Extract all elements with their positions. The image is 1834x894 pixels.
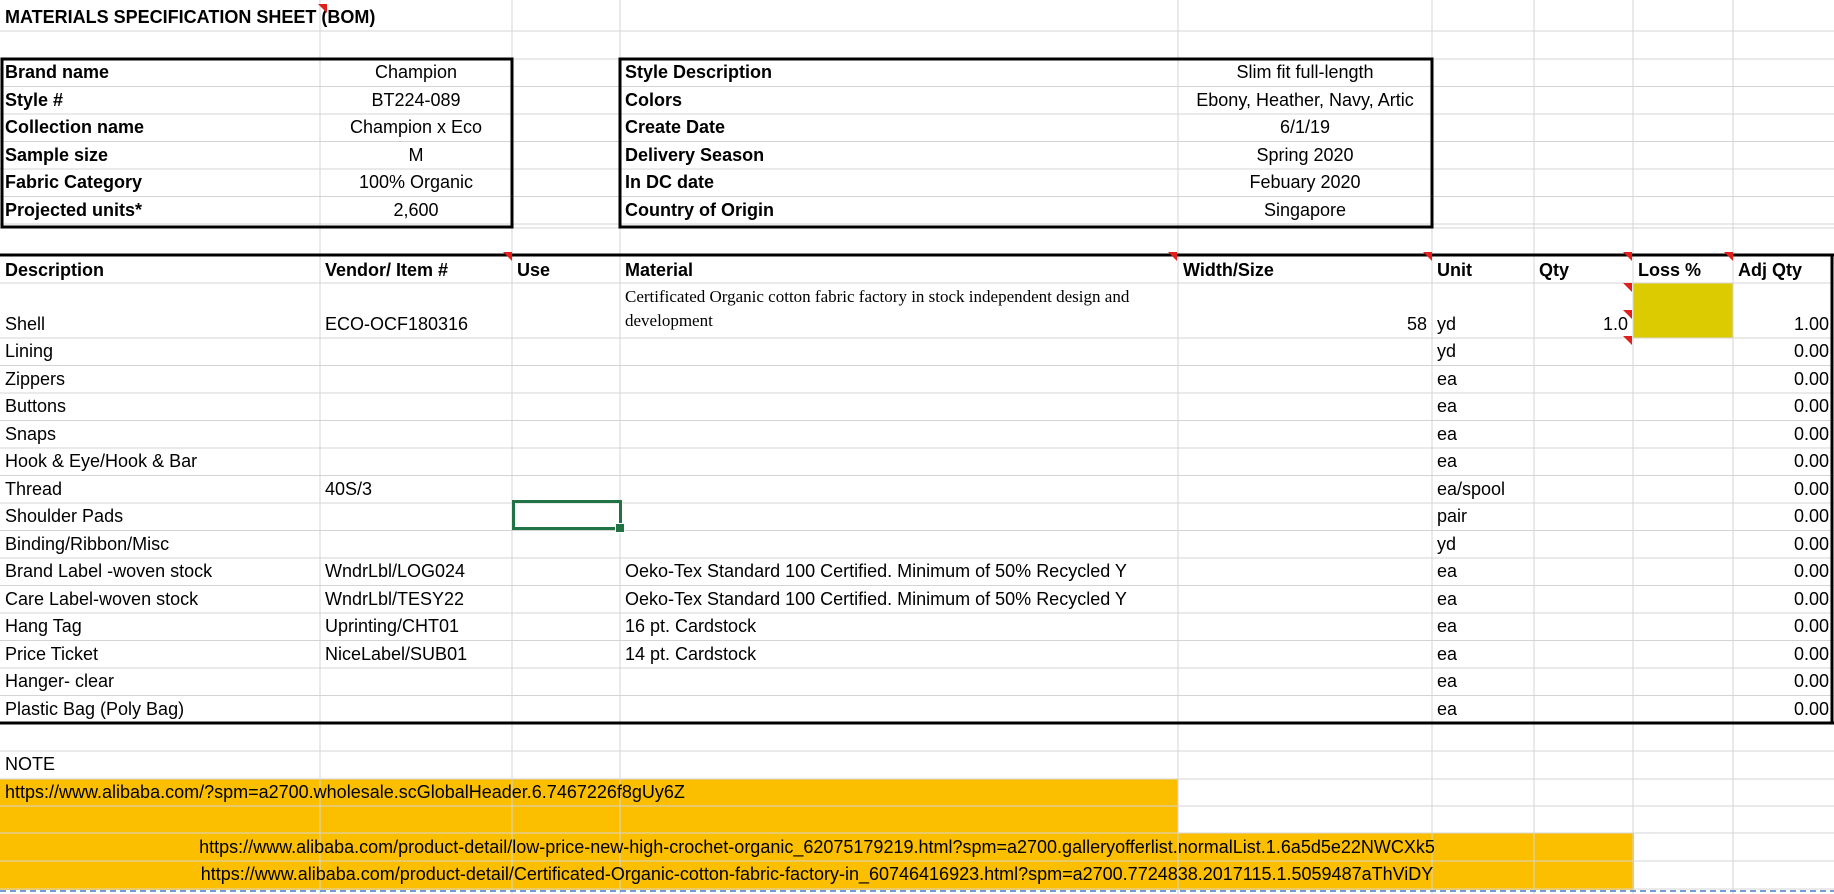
info-value: 100% Organic [358,172,474,192]
row-description: Lining [5,341,54,361]
info-value: Champion x Eco [349,117,483,137]
header-qty: Qty [1539,260,1570,280]
row-adj-qty: 0.00 [1793,506,1829,526]
row-material: Oeko-Tex Standard 100 Certified. Minimum of 50% Recycled Y [625,588,1127,609]
info-value: Spring 2020 [1256,144,1354,165]
header-material: Material [625,260,694,280]
row-description: Price Ticket [5,643,99,664]
row-unit: yd [1437,341,1457,361]
row-unit: ea [1437,671,1458,691]
row-unit: yd [1437,533,1457,554]
row-adj-qty: 0.00 [1793,423,1829,444]
row-description: Snaps [5,423,57,444]
row-adj-qty: 0.00 [1793,643,1829,664]
row-adj-qty: 0.00 [1793,698,1829,719]
row-unit: ea [1437,451,1458,471]
header-use: Use [517,260,551,280]
row-adj-qty: 0.00 [1793,533,1829,554]
row-material: 14 pt. Cardstock [625,643,757,664]
comment-indicator[interactable] [1168,252,1177,261]
row-adj-qty: 0.00 [1793,561,1829,581]
info-value: Singapore [1263,199,1347,220]
info-value: BT224-089 [371,89,461,110]
info-value: Champion [374,62,458,82]
header-loss-percent: Loss % [1638,260,1702,280]
info-label: Colors [625,89,683,110]
sheet-title: MATERIALS SPECIFICATION SHEET (BOM) [5,7,376,27]
row-unit: ea [1437,616,1458,636]
row-unit: ea/spool [1437,478,1506,499]
header-vendor: Vendor/ Item # [325,260,449,280]
row-adj-qty: 0.00 [1793,396,1829,416]
row-adj-qty: 0.00 [1793,368,1829,389]
row-vendor: Uprinting/CHT01 [325,616,460,636]
row-description: Plastic Bag (Poly Bag) [5,698,185,719]
row-unit: ea [1437,423,1458,444]
row-vendor: WndrLbl/TESY22 [325,588,465,609]
comment-indicator[interactable] [318,4,327,13]
row-adj-qty: 0.00 [1793,451,1829,471]
row-description: Brand Label -woven stock [5,561,213,581]
active-cell-selection[interactable] [512,500,622,530]
row-unit: ea [1437,561,1458,581]
note-label: NOTE [5,754,56,774]
info-value: Febuary 2020 [1249,172,1361,192]
header-width-size: Width/Size [1183,260,1274,280]
comment-indicator[interactable] [503,252,512,261]
loss-percent-highlight [1633,283,1733,338]
row-description: Buttons [5,396,67,416]
row-unit: ea [1437,396,1458,416]
info-value: 2,600 [393,199,439,220]
row-unit: ea [1437,368,1458,389]
info-value: Ebony, Heather, Navy, Artic [1196,89,1414,110]
row-width-size: 58 [1406,313,1427,334]
note-link-1[interactable]: https://www.alibaba.com/?spm=a2700.wholesale.scGlobalHeader.6.7467226f8gUy6Z [5,782,685,802]
row-material: Certificated Organic cotton fabric factory in stock independent design and development [625,287,1130,330]
row-description: Hook & Eye/Hook & Bar [5,451,198,471]
comment-indicator[interactable] [1623,283,1632,292]
row-unit: pair [1437,506,1468,526]
row-description: Zippers [5,368,66,389]
info-label: In DC date [625,172,715,192]
row-vendor: ECO-OCF180316 [325,313,469,334]
row-material: 16 pt. Cardstock [625,616,757,636]
header-unit: Unit [1437,260,1472,280]
info-label: Collection name [5,117,145,137]
row-description: Binding/Ribbon/Misc [5,533,170,554]
info-label: Style # [5,89,64,110]
row-unit: ea [1437,698,1458,719]
row-unit: ea [1437,588,1458,609]
comment-indicator[interactable] [1623,310,1632,319]
row-description: Shoulder Pads [5,506,124,526]
row-description: Hanger- clear [5,671,115,691]
row-description: Care Label-woven stock [5,588,199,609]
row-description: Hang Tag [5,616,82,636]
row-description: Thread [5,478,63,499]
info-label: Fabric Category [5,172,143,192]
comment-indicator[interactable] [1423,252,1432,261]
header-description: Description [5,260,105,280]
info-label: Delivery Season [625,144,765,165]
info-value: M [408,144,424,165]
info-value: 6/1/19 [1279,117,1331,137]
row-unit: ea [1437,643,1458,664]
row-adj-qty: 0.00 [1793,341,1829,361]
row-vendor: 40S/3 [325,478,373,499]
row-unit: yd [1437,313,1457,334]
row-material: Oeko-Tex Standard 100 Certified. Minimum of 50% Recycled Y [625,561,1127,581]
note-link-2[interactable]: https://www.alibaba.com/product-detail/low-price-new-high-crochet-organic_62075179219.html?spm=a2700.galleryofferlist.normalList.1.6a5d5e22NWCXk5 [199,837,1435,857]
note-link-3[interactable]: https://www.alibaba.com/product-detail/Certificated-Organic-cotton-fabric-factory-in_60746416923.html?spm=a2700.7724838.2017115.1.5059487aThViDY [200,864,1434,884]
row-adj-qty: 1.00 [1793,313,1829,334]
row-description: Shell [5,313,46,334]
header-adj-qty: Adj Qty [1738,260,1803,280]
info-label: Country of Origin [625,199,774,220]
row-vendor: WndrLbl/LOG024 [325,561,466,581]
comment-indicator[interactable] [1623,336,1632,345]
info-label: Projected units* [5,199,143,220]
row-qty: 1.0 [1602,313,1628,334]
row-adj-qty: 0.00 [1793,588,1829,609]
info-label: Style Description [625,62,773,82]
comment-indicator[interactable] [1623,252,1632,261]
info-label: Sample size [5,144,109,165]
info-label: Create Date [625,117,726,137]
row-vendor: NiceLabel/SUB01 [325,643,468,664]
row-adj-qty: 0.00 [1793,671,1829,691]
comment-indicator[interactable] [1724,252,1733,261]
info-value: Slim fit full-length [1236,62,1374,82]
row-adj-qty: 0.00 [1793,478,1829,499]
info-label: Brand name [5,62,110,82]
row-adj-qty: 0.00 [1793,616,1829,636]
